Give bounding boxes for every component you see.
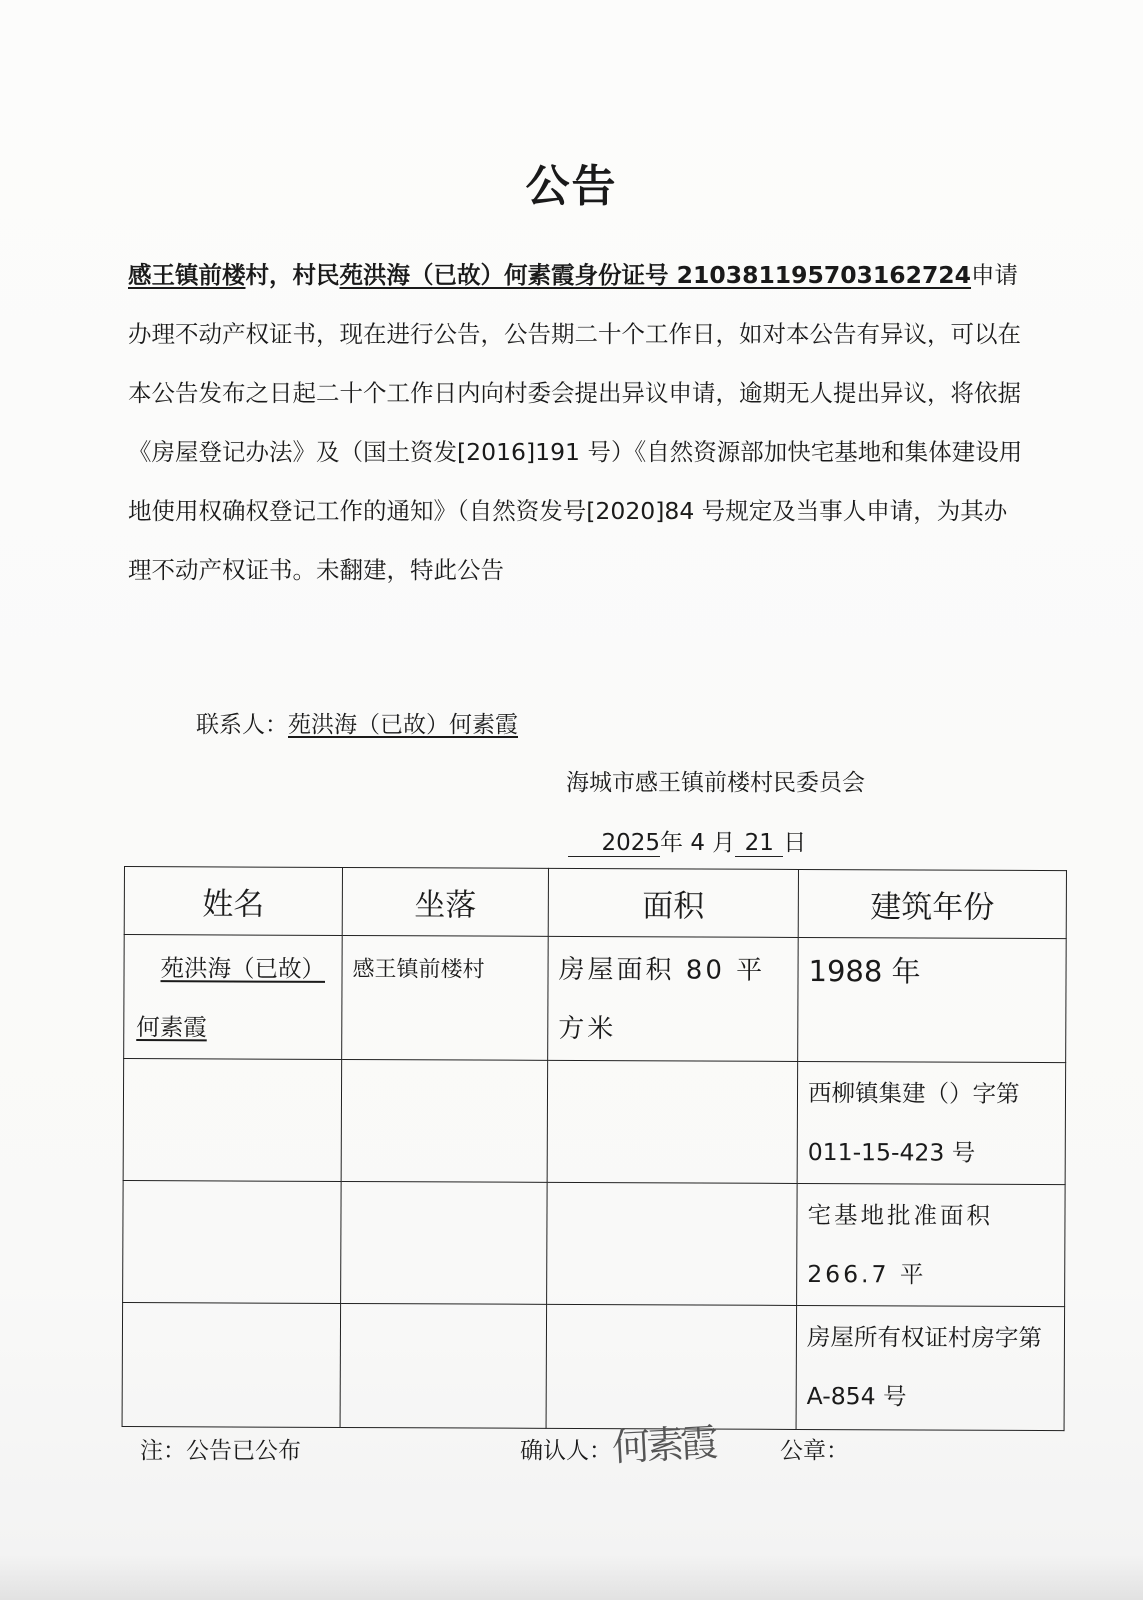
cell-name xyxy=(123,1180,342,1303)
table-header-row xyxy=(124,867,1066,939)
handwritten-signature: 何素霞 xyxy=(611,1420,716,1470)
cell-year: 房屋所有权证村房字第 A-854 号 xyxy=(796,1305,1065,1430)
cell-year: 宅基地批准面积 266.7 平 xyxy=(797,1183,1066,1306)
table-row xyxy=(124,935,1067,1063)
seal-label: 公章： xyxy=(780,1438,849,1464)
committee-name: 海城市感王镇前楼村民委员会 xyxy=(566,770,865,796)
cell-location xyxy=(341,1181,548,1304)
cell-name xyxy=(122,1302,341,1427)
cell-year: 西柳镇集建（）字第 011-15-423 号 xyxy=(797,1061,1066,1184)
header-year: 建筑年份 xyxy=(798,869,1066,938)
cell-name xyxy=(123,1059,342,1182)
contact-label: 联系人： xyxy=(196,712,288,738)
cell-name: 苑洪海（已故）何素霞 xyxy=(124,935,343,1060)
cell-area xyxy=(546,1304,797,1429)
date-month-unit: 月 xyxy=(712,830,736,856)
header-area: 面积 xyxy=(548,868,798,937)
notice-text: 申请办理不动产权证书，现在进行公告，公告期二十个工作日，如对本公告有异议，可以在本公告发布之日起二十个工作日内向村委会提出异议申请，逾期无人提出异议，将依据《房屋登记办法》及（国土资发[2016]191 号）《自然资源部加快宅基地和集体建设用地使用权确权登记工作的通知》（自然资发号[2020]84 号规定及当事人申请，为其办理不动产权证书。未翻建，特此公告 xyxy=(128,261,1023,584)
header-location: 坐落 xyxy=(342,867,548,936)
cell-location xyxy=(341,1059,548,1182)
contact-name: 苑洪海（已故）何素霞 xyxy=(288,712,518,738)
date-year: 2025 xyxy=(568,830,660,857)
date-year-unit: 年 xyxy=(660,830,683,856)
date-day-unit: 日 xyxy=(783,830,807,856)
cell-area xyxy=(547,1182,798,1305)
issue-date xyxy=(568,824,806,857)
notice-body xyxy=(128,246,1026,600)
property-table xyxy=(122,866,1067,1431)
contact-line xyxy=(196,706,518,739)
date-day: 21 xyxy=(735,830,783,857)
table-row xyxy=(123,1180,1066,1306)
table-row xyxy=(123,1059,1066,1185)
notice-title: 公告 xyxy=(525,161,618,212)
cell-year: 1988 年 xyxy=(798,937,1067,1062)
villager-label: 村民 xyxy=(292,261,340,289)
cell-area xyxy=(547,1060,798,1183)
cell-location: 感王镇前楼村 xyxy=(342,935,549,1060)
village-name: 感王镇前楼 xyxy=(128,261,246,289)
date-month: 4 xyxy=(690,830,705,856)
village-suffix: 村， xyxy=(245,261,293,289)
applicant-info: 苑洪海（已故）何素霞身份证号 210381195703162724 xyxy=(339,261,972,289)
table-row xyxy=(122,1302,1065,1430)
header-name: 姓名 xyxy=(124,867,342,936)
confirm-label: 确认人： xyxy=(520,1438,612,1464)
scan-shadow xyxy=(0,1555,1143,1600)
cell-area: 房屋面积 80 平方米 xyxy=(548,936,799,1061)
footer-note: 注：公告已公布 xyxy=(140,1438,301,1464)
cell-location xyxy=(340,1303,547,1428)
